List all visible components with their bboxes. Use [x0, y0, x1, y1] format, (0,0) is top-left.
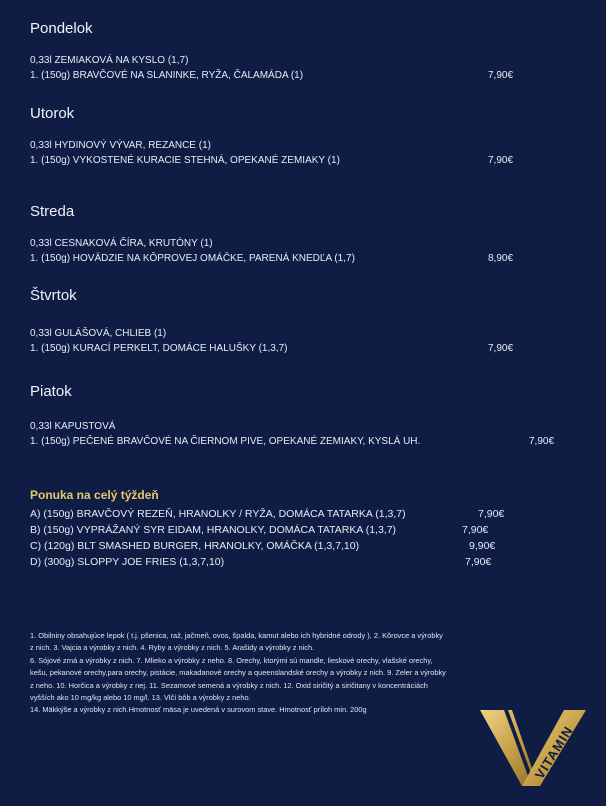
allergen-notes	[30, 630, 570, 717]
main-dish-price: 7,90€	[488, 70, 514, 81]
main-dish-text: 1. (150g) PEČENÉ BRAVČOVÉ NA ČIERNOM PIVE, OPEKANÉ ZEMIAKY, KYSLÁ UH.	[30, 436, 421, 447]
main-dish-price: 7,90€	[488, 343, 514, 354]
allergen-line: kešu, pekanové orechy,para orechy, pistácie, makadanové orechy a queenslandské orechy a výrobky z nich. 9. Zeler a výrobky	[30, 668, 446, 678]
weekly-item-price: 7,90€	[465, 556, 492, 568]
allergen-line: 1. Obilniny obsahujúce lepok ( t.j. pšenica, raž, jačmeň, ovos, špalda, kamut alebo ich hybridné odrody ), 2. Kôrovce a výrobky	[30, 631, 443, 640]
allergen-line: 6. Sójové zrná a výrobky z nich. 7. Mlieko a výrobky z neho. 8. Orechy, ktorými sú mandle, lieskové orechy, vlašské orechy,	[30, 655, 433, 665]
main-dish-text: 1. (150g) KURACÍ PERKELT, DOMÁCE HALUŠKY (1,3,7)	[30, 343, 288, 354]
day-tuesday	[30, 105, 580, 168]
day-wednesday	[30, 203, 580, 266]
allergen-line: 14. Mäkkýše a výrobky z nich.Hmotnosť mäsa je uvedená v surovom stave. Hmotnosť príloh min. 200g	[30, 705, 367, 715]
soup-line: 0,33l HYDINOVÝ VÝVAR, REZANCE (1)	[30, 140, 211, 151]
day-friday	[30, 383, 580, 449]
weekly-item-text: A) (150g) BRAVČOVÝ REZEŇ, HRANOLKY / RYŽA, DOMÁCA TATARKA (1,3,7)	[30, 508, 406, 520]
logo-text: VITAMIN	[531, 723, 577, 782]
day-title: Piatok	[30, 383, 72, 400]
day-title: Streda	[30, 203, 75, 220]
weekly-item	[30, 506, 580, 522]
main-dish-line	[30, 434, 580, 449]
weekly-item-price: 7,90€	[478, 508, 505, 520]
weekly-item-price: 7,90€	[462, 524, 489, 536]
main-dish-price: 7,90€	[488, 155, 514, 166]
main-dish-text: 1. (150g) BRAVČOVÉ NA SLANINKE, RYŽA, ČALAMÁDA (1)	[30, 70, 304, 81]
main-dish-line	[30, 68, 580, 83]
allergen-line: vyšších ako 10 mg/kg alebo 10 mg/l. 13. Vlčí bôb a výrobky z neho.	[30, 693, 251, 703]
weekly-item	[30, 522, 580, 538]
day-title: Štvrtok	[30, 287, 77, 304]
day-thursday	[30, 287, 580, 356]
day-title: Pondelok	[30, 20, 93, 37]
allergen-line: z neho. 10. Horčica a výrobky z nej. 11. Sezamové semená a výrobky z nich. 12. Oxid siričitý a siričitany v koncentráciách	[30, 680, 428, 690]
weekly-item-text: B) (150g) VYPRÁŽANÝ SYR EIDAM, HRANOLKY, DOMÁCA TATARKA (1,3,7)	[30, 524, 397, 536]
soup-line: 0,33l CESNAKOVÁ ČÍRA, KRUTÓNY (1)	[30, 238, 213, 249]
vitamin-logo	[478, 706, 588, 796]
main-dish-price: 7,90€	[529, 436, 555, 447]
day-title: Utorok	[30, 105, 75, 122]
allergen-line: z nich. 3. Vajcia a výrobky z nich. 4. Ryby a výrobky z nich. 5. Arašidy a výrobky z nich.	[30, 643, 315, 653]
main-dish-line	[30, 341, 580, 356]
main-dish-price: 8,90€	[488, 253, 514, 264]
main-dish-text: 1. (150g) HOVÄDZIE NA KÔPROVEJ OMÁČKE, PARENÁ KNEDĽA (1,7)	[30, 253, 355, 264]
soup-line: 0,33l GULÁŠOVÁ, CHLIEB (1)	[30, 328, 167, 339]
main-dish-text: 1. (150g) VYKOSTENÉ KURACIE STEHNÁ, OPEKANÉ ZEMIAKY (1)	[30, 155, 340, 166]
weekly-item-text: C) (120g) BLT SMASHED BURGER, HRANOLKY, OMÁČKA (1,3,7,10)	[30, 540, 360, 552]
weekly-item-text: D) (300g) SLOPPY JOE FRIES (1,3,7,10)	[30, 556, 225, 568]
weekly-item-price: 9,90€	[469, 540, 496, 552]
soup-line: 0,33l KAPUSTOVÁ	[30, 421, 116, 432]
weekly-offer	[30, 488, 580, 570]
day-monday	[30, 20, 580, 83]
main-dish-line	[30, 251, 580, 266]
weekly-offer-title: Ponuka na celý týždeň	[30, 488, 159, 502]
weekly-item	[30, 554, 580, 570]
weekly-item	[30, 538, 580, 554]
soup-line: 0,33l ZEMIAKOVÁ NA KYSLO (1,7)	[30, 55, 189, 66]
main-dish-line	[30, 153, 580, 168]
